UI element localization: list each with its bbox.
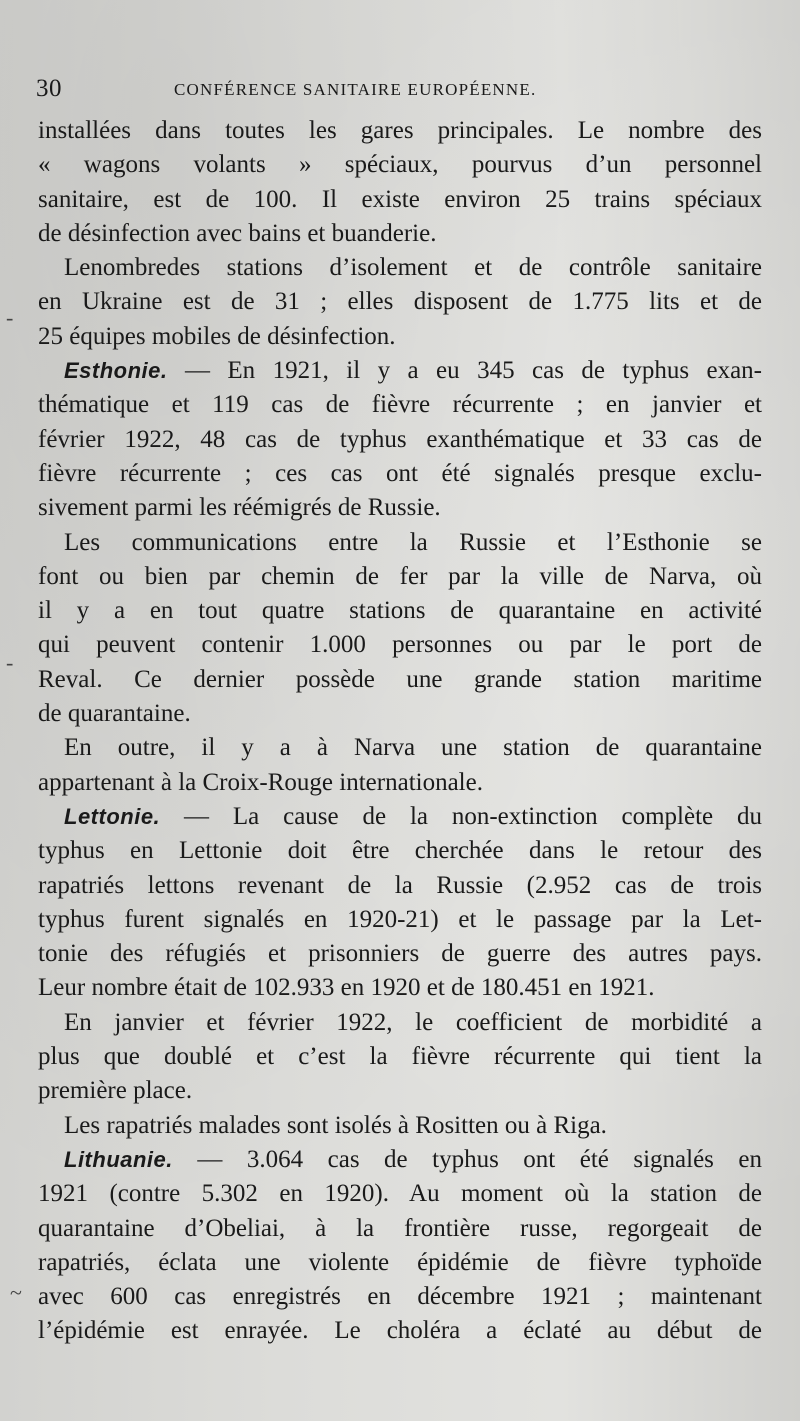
text-line: quarantaine d’Obeliai, à la frontière russe, regorgeait de: [38, 1214, 762, 1242]
text-line: tonie des réfugiés et prisonniers de guerre des autres pays.: [38, 940, 762, 968]
text-line: qui peuvent contenir 1.000 personnes ou par le port de: [38, 631, 762, 659]
text-line: typhus en Lettonie doit être cherchée dans le retour des: [38, 837, 762, 865]
text-line: font ou bien par chemin de fer par la ville de Narva, où: [38, 562, 762, 590]
text-line: de quarantaine.: [38, 700, 191, 728]
text-line: typhus furent signalés en 1920-21) et le passage par la Let-: [38, 905, 762, 933]
text-fragment: — 3.064 cas de typhus ont été signalés en: [197, 1145, 762, 1173]
text-line: en Ukraine est de 31 ; elles disposent de 1.775 lits et de: [38, 288, 762, 316]
text-line: [38, 800, 762, 834]
margin-mark: -: [6, 305, 14, 330]
text-line: sivement parmi les réémigrés de Russie.: [38, 494, 441, 522]
text-line: « wagons volants » spéciaux, pourvus d’un personnel: [38, 151, 762, 179]
paragraph-lettonie: [38, 800, 762, 1006]
paragraph-narva: [38, 731, 762, 800]
paragraph-morbidite: [38, 1006, 762, 1109]
text-line: Reval. Ce dernier possède une grande station maritime: [38, 665, 762, 693]
margin-mark: ~: [10, 1280, 22, 1305]
section-heading-lithuanie: Lithuanie.: [64, 1146, 173, 1172]
page-number: 30: [36, 75, 62, 102]
paragraph-communications: [38, 526, 762, 732]
text-line: Leur nombre était de 102.933 en 1920 et de 180.451 en 1921.: [38, 974, 655, 1002]
body-text: [38, 114, 762, 1349]
paragraph-lithuanie: [38, 1143, 762, 1349]
page-header: [36, 74, 756, 106]
text-line: février 1922, 48 cas de typhus exanthématique et 33 cas de: [38, 425, 762, 453]
text-line: rapatriés lettons revenant de la Russie (2.952 cas de trois: [38, 871, 762, 899]
text-line: [38, 354, 762, 388]
text-line: appartenant à la Croix-Rouge internationale.: [38, 768, 483, 796]
text-line: plus que doublé et c’est la fièvre récurrente qui tient la: [38, 1043, 762, 1071]
text-line: Les communications entre la Russie et l’Esthonie se: [64, 528, 762, 556]
text-line: rapatriés, éclata une violente épidémie de fièvre typhoïde: [38, 1248, 762, 1276]
section-heading-esthonie: Esthonie.: [64, 358, 168, 384]
text-line: fièvre récurrente ; ces cas ont été signalés presque exclu-: [38, 459, 762, 487]
paragraph-rapatries: [38, 1109, 762, 1143]
margin-mark: -: [6, 650, 14, 675]
text-line: de désinfection avec bains et buanderie.: [38, 219, 437, 247]
text-line: il y a en tout quatre stations de quarantaine en activité: [38, 597, 762, 625]
text-line: thématique et 119 cas de fièvre récurrente ; en janvier et: [38, 391, 762, 419]
text-line: installées dans toutes les gares principales. Le nombre des: [38, 117, 762, 144]
paragraph-esthonie: [38, 354, 762, 525]
text-line: Lenombredes stations d’isolement et de contrôle sanitaire: [64, 254, 762, 282]
section-heading-lettonie: Lettonie.: [64, 803, 161, 829]
text-line: 1921 (contre 5.302 en 1920). Au moment où la station de: [38, 1180, 762, 1208]
text-line: l’épidémie est enrayée. Le choléra a éclaté au début de: [38, 1317, 762, 1345]
text-fragment: — La cause de la non-extinction complète du: [184, 802, 762, 830]
text-line: En outre, il y a à Narva une station de quarantaine: [64, 734, 762, 762]
paragraph-ukraine-stations: [38, 251, 762, 354]
text-line: sanitaire, est de 100. Il existe environ 25 trains spéciaux: [38, 185, 762, 213]
text-line: première place.: [38, 1077, 193, 1105]
text-line: Les rapatriés malades sont isolés à Rositten ou à Riga.: [64, 1111, 607, 1139]
text-fragment: — En 1921, il y a eu 345 cas de typhus exan-: [184, 357, 762, 385]
running-head: CONFÉRENCE SANITAIRE EUROPÉENNE.: [174, 80, 537, 99]
text-line: En janvier et février 1922, le coefficient de morbidité a: [64, 1008, 762, 1036]
text-line: 25 équipes mobiles de désinfection.: [38, 322, 396, 350]
paragraph-ukraine-continued: [38, 114, 762, 251]
text-line: [38, 1143, 762, 1177]
text-line: avec 600 cas enregistrés en décembre 1921 ; maintenant: [38, 1283, 762, 1311]
